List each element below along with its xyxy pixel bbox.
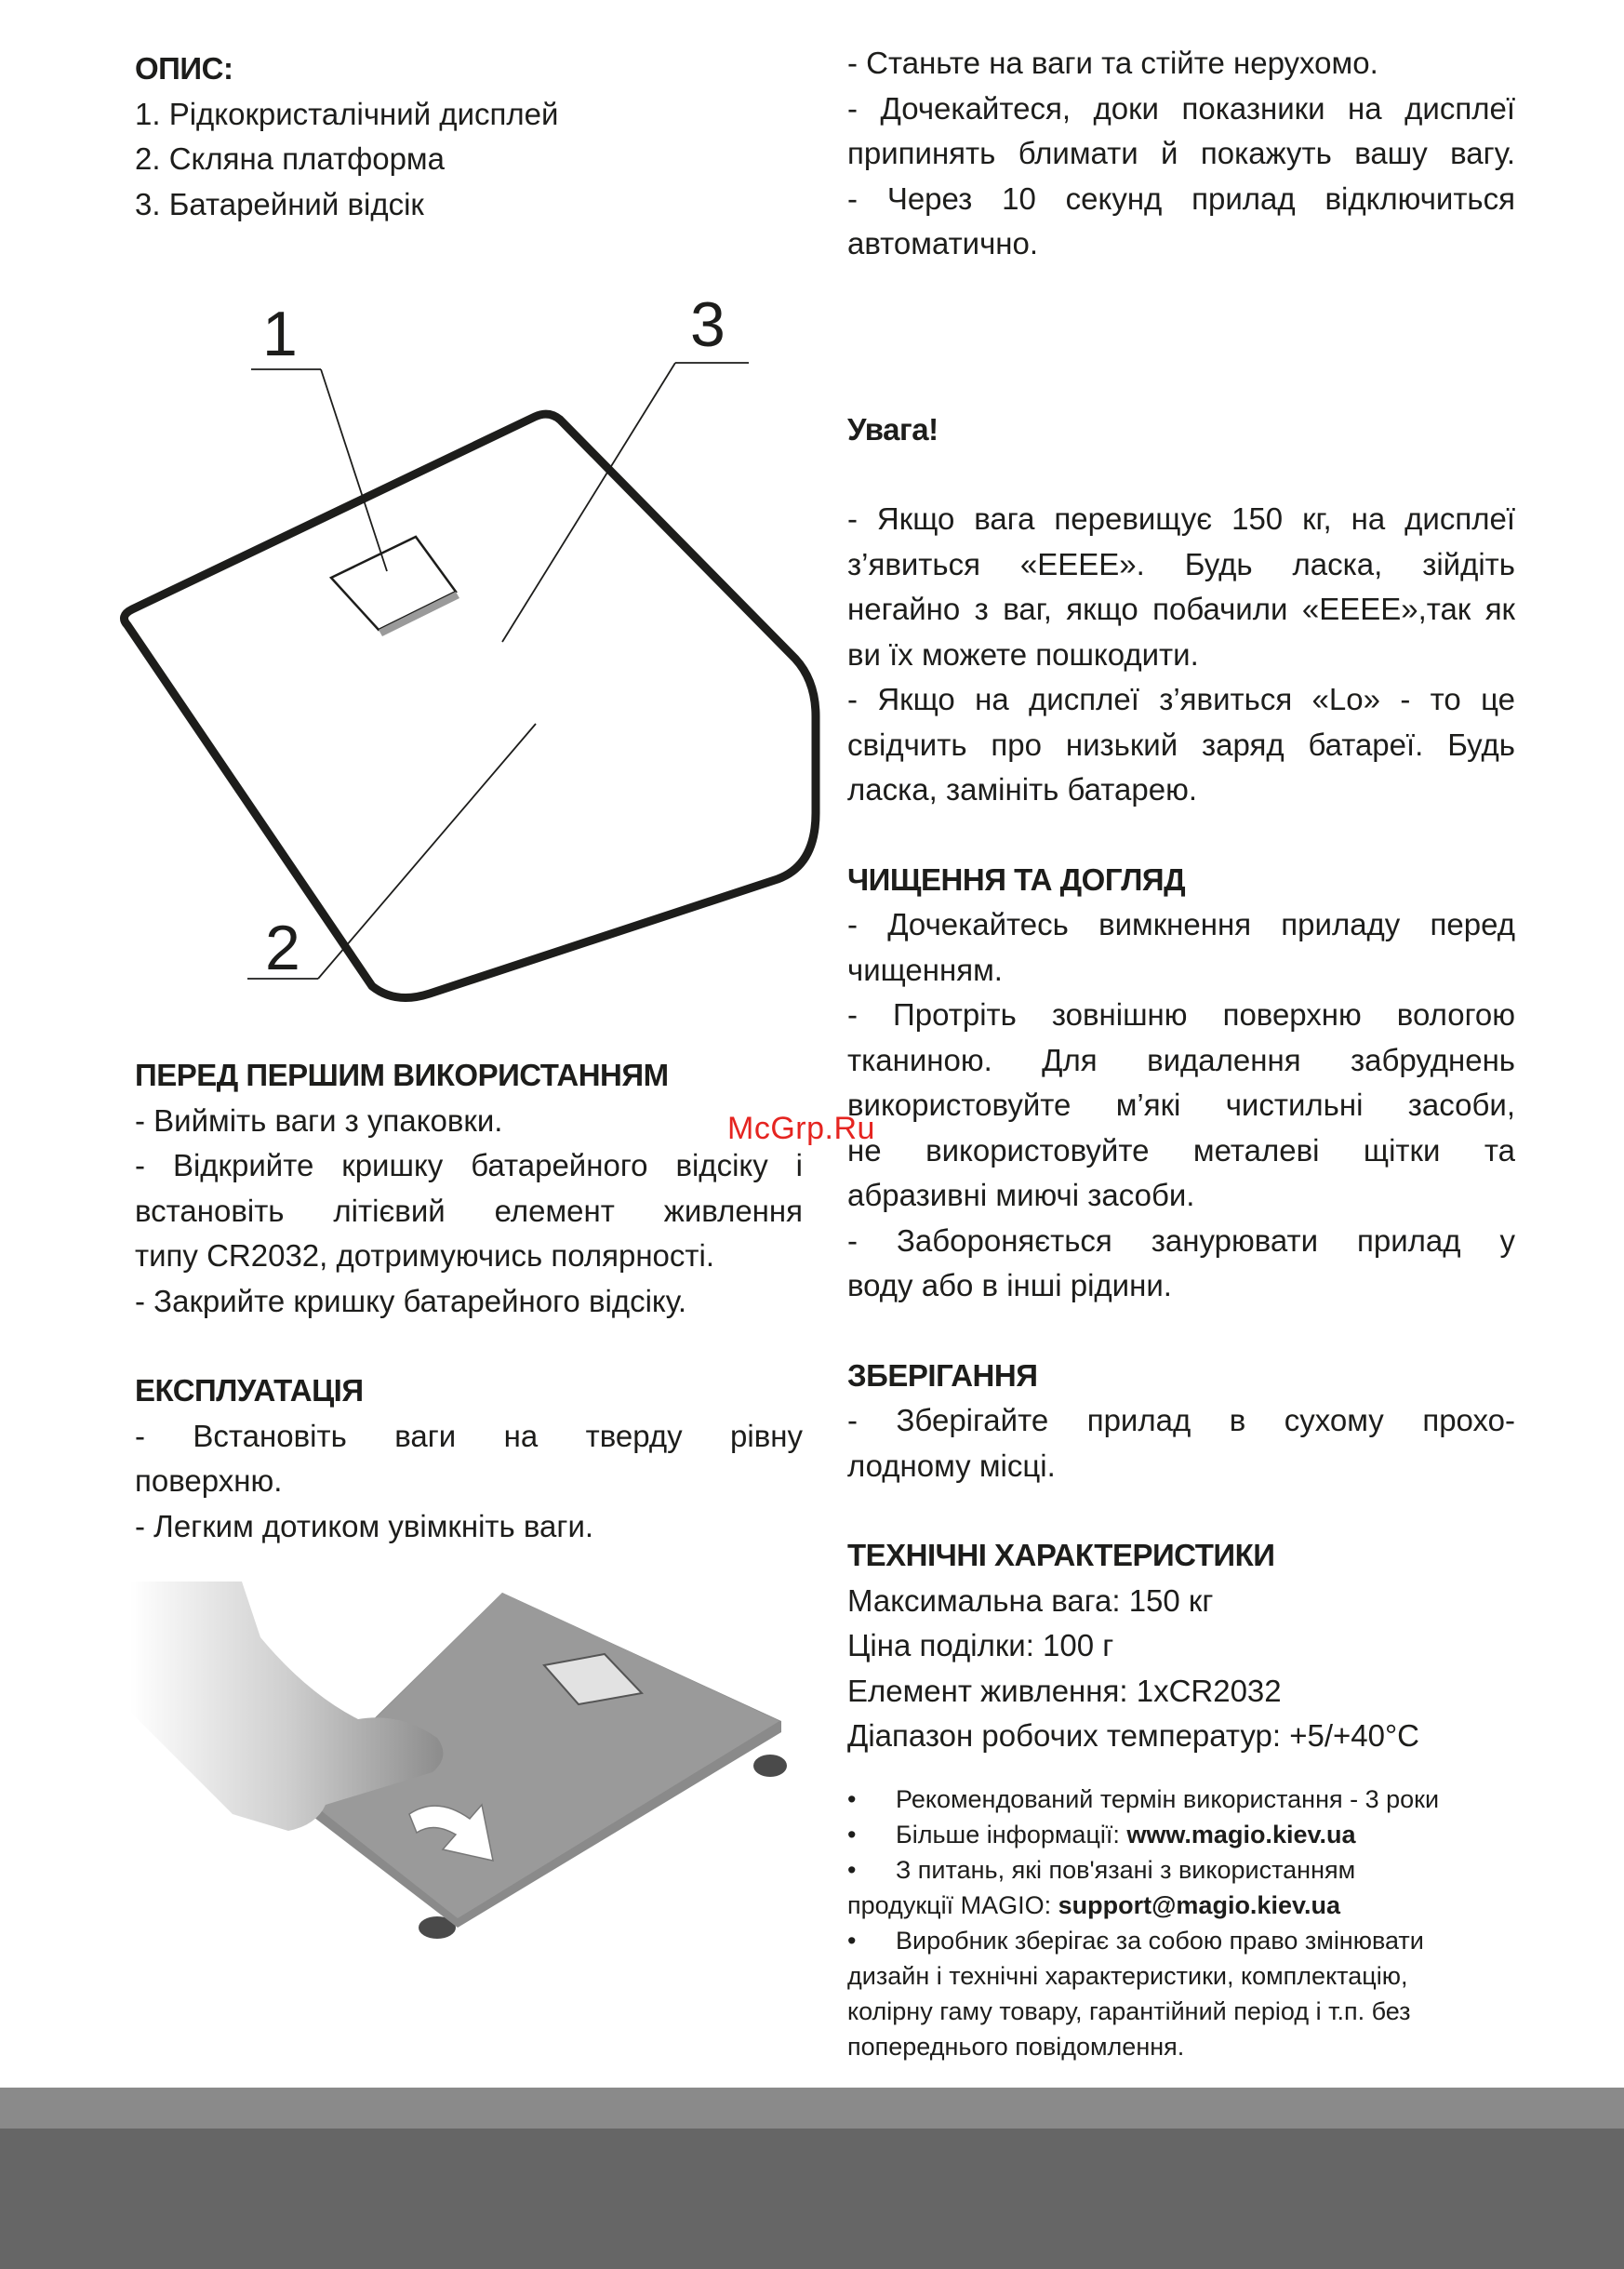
- description-item: 3. Батарейний відсік: [135, 186, 424, 221]
- warning-line: ласка, замініть батарею.: [847, 772, 1197, 807]
- note-item: [847, 1923, 1515, 1958]
- description-item: 1. Рідкокристалічний дисплей: [135, 96, 559, 131]
- cleaning-line: чищенням.: [847, 952, 1003, 987]
- before-first-use-title: ПЕРЕД ПЕРШИМ ВИКОРИСТАННЯМ: [135, 1058, 669, 1092]
- note-text: Більше інформації:: [896, 1820, 1127, 1849]
- figure-label-2: 2: [265, 913, 300, 983]
- usage-cont-line: припинять блимати й покажуть вашу вагу.: [847, 136, 1515, 170]
- leader-line-1b: [321, 369, 387, 571]
- spec-line: Максимальна вага: 150 кг: [847, 1582, 1214, 1618]
- warning-line: негайно з ваг, якщо побачили «ЕЕЕЕ»,так як: [847, 592, 1515, 626]
- usage-cont-line: - Дочекайтеся, доки показники на дисплеї: [847, 90, 1515, 126]
- cleaning-line: воду або в інші рідини.: [847, 1268, 1172, 1302]
- figure-label-1: 1: [262, 299, 298, 369]
- warning-line: свідчить про низький заряд батареї. Будь: [847, 727, 1515, 762]
- spec-line: Діапазон робочих температур: +5/+40°C: [847, 1718, 1420, 1753]
- usage-cont-line: - Через 10 секунд прилад відключиться: [847, 180, 1515, 216]
- note-item: [847, 1782, 1515, 1817]
- note-item: дизайн і технічні характеристики, комплектацію,: [847, 1961, 1408, 1990]
- warning-line: з’явиться «ЕЕЕЕ». Будь ласка, зійдіть: [847, 546, 1515, 581]
- warning-title: Увага!: [847, 411, 938, 447]
- cleaning-line: - Протріть зовнішню поверхню вологою: [847, 997, 1515, 1032]
- warning-line: - Якщо на дисплеї з’явиться «Lo» - то це: [847, 682, 1515, 716]
- warning-line: - Якщо вага перевищує 150 кг, на дисплеї: [847, 501, 1515, 536]
- watermark: McGrp.Ru: [727, 1111, 875, 1146]
- bullet-icon: •: [847, 1926, 857, 1955]
- cleaning-line: - Забороняється занурювати прилад у: [847, 1222, 1515, 1258]
- usage-cont-line: автоматично.: [847, 226, 1039, 260]
- description-title: ОПИС:: [135, 51, 233, 86]
- note-text: Рекомендований термін використання - 3 роки: [896, 1784, 1440, 1813]
- usage-line: - Легким дотиком увімкніть ваги.: [135, 1508, 594, 1543]
- foot-on-scale-illustration: [130, 1582, 800, 1991]
- spec-line: Елемент живлення: 1xCR2032: [847, 1673, 1282, 1708]
- storage-line: - Зберігайте прилад в сухому прохо-: [847, 1403, 1515, 1437]
- cleaning-line: - Дочекайтесь вимкнення приладу перед: [847, 907, 1515, 941]
- bullet-icon: •: [847, 1820, 857, 1849]
- cleaning-line: використовуйте м’які чистильні засоби,: [847, 1088, 1515, 1122]
- usage-title: ЕКСПЛУАТАЦІЯ: [135, 1373, 364, 1408]
- bullet-icon: •: [847, 1784, 857, 1813]
- website-link[interactable]: www.magio.kiev.ua: [1126, 1820, 1356, 1849]
- storage-line: лодному місці.: [847, 1448, 1056, 1483]
- bullet-icon: •: [847, 1855, 857, 1884]
- footer-band-light: [0, 2088, 1624, 2129]
- note-item: [847, 1852, 1515, 1888]
- cleaning-line: абразивні миючі засоби.: [847, 1178, 1195, 1212]
- scale-diagram: [112, 279, 837, 1014]
- before-first-use-section: [135, 1053, 803, 1549]
- before-line: типу CR2032, дотримуючись полярності.: [135, 1238, 715, 1273]
- display-shadow: [379, 592, 459, 636]
- usage-line: - Встановіть ваги на тверду рівну: [135, 1418, 803, 1453]
- cleaning-line: не використовуйте металеві щітки та: [847, 1132, 1515, 1168]
- scale-foot: [753, 1755, 787, 1777]
- leader-line-3b: [502, 363, 675, 642]
- warning-line: ви їх можете пошкодити.: [847, 636, 1199, 672]
- before-line: - Закрийте кришку батарейного відсіку.: [135, 1283, 687, 1318]
- note-item: [847, 1817, 1515, 1852]
- scale-outline: [124, 414, 816, 997]
- before-line: - Відкрийте кришку батарейного відсіку і: [135, 1148, 803, 1182]
- usage-cont-line: - Станьте на ваги та стійте нерухомо.: [847, 46, 1378, 80]
- figure-label-3: 3: [690, 289, 725, 360]
- description-section: [135, 47, 803, 227]
- spec-line: Ціна поділки: 100 г: [847, 1628, 1114, 1662]
- note-text: Виробник зберігає за собою право змінювати: [896, 1926, 1424, 1955]
- note-text: продукції MAGIO:: [847, 1890, 1058, 1919]
- before-line: - Вийміть ваги з упаковки.: [135, 1102, 503, 1138]
- description-item: 2. Скляна платформа: [135, 141, 445, 176]
- note-item: колірну гаму товару, гарантійний період і т.п. без: [847, 1996, 1411, 2025]
- support-email-link[interactable]: support@magio.kiev.ua: [1058, 1890, 1340, 1919]
- cleaning-line: тканиною. Для видалення забруднень: [847, 1042, 1515, 1077]
- right-column: [847, 41, 1515, 2064]
- display-shape: [331, 537, 456, 630]
- note-item: попереднього повідомлення.: [847, 2032, 1185, 2061]
- notes-list: [847, 1782, 1515, 2064]
- leader-line-2b: [318, 724, 536, 979]
- usage-line: поверхню.: [135, 1463, 283, 1498]
- footer-band-dark: [0, 2129, 1624, 2269]
- note-text: З питань, які пов'язані з використанням: [896, 1855, 1356, 1884]
- specs-title: ТЕХНІЧНІ ХАРАКТЕРИСТИКИ: [847, 1538, 1275, 1572]
- note-item: [847, 1888, 1515, 1923]
- before-line: встановіть літієвий елемент живлення: [135, 1193, 803, 1228]
- cleaning-title: ЧИЩЕННЯ ТА ДОГЛЯД: [847, 861, 1186, 897]
- storage-title: ЗБЕРІГАННЯ: [847, 1357, 1038, 1393]
